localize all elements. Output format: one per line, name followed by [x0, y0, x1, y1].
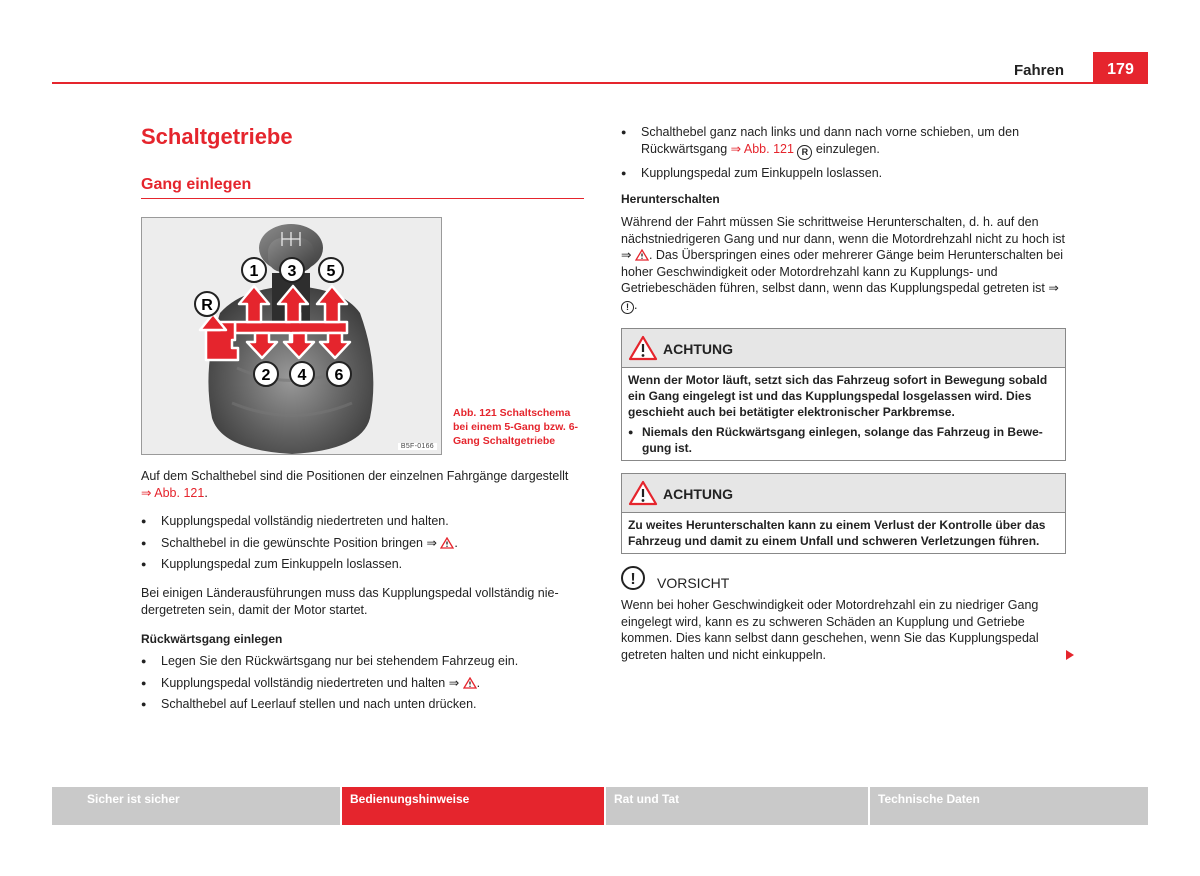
warning-triangle-icon: [635, 249, 649, 261]
warning-triangle-icon: [628, 335, 658, 361]
gear-knob-illustration: [142, 218, 441, 454]
warning-header: [622, 474, 1065, 513]
caution-title: VORSICHT: [657, 575, 730, 591]
gear-4-label: 4: [297, 367, 307, 384]
gear-r-label: R: [201, 297, 213, 314]
caution-icon: !: [621, 566, 645, 590]
list-item: ● Kupplungspedal zum Einkuppeln loslassen.: [141, 556, 581, 573]
warning-header: [622, 329, 1065, 368]
figure-ref-link[interactable]: ⇒ Abb. 121: [141, 485, 205, 500]
list-item: ● Kupplungspedal vollständig niedertreten und halten.: [141, 513, 581, 530]
warning-triangle-icon: [463, 677, 477, 689]
list-item: ● Schalthebel auf Leerlauf stellen und nach unten drücken.: [141, 696, 581, 713]
warning-triangle-icon: [628, 480, 658, 506]
warning-box-1: [621, 328, 1066, 461]
figure-caption: Abb. 121 Schaltschema bei einem 5-Gang bzw. 6-Gang Schaltgetriebe: [453, 407, 579, 447]
list-item: ● Kupplungspedal vollständig niedertreten und halten ⇒ .: [141, 675, 581, 692]
gear-6-label: 6: [334, 367, 344, 384]
continue-arrow-icon: [1066, 650, 1074, 660]
caution-paragraph: Wenn bei hoher Geschwindigkeit oder Motordrehzahl ein zu niedriger Gang eingelegt wird, kann es zu schweren Schäden an Kupplung und Getriebe kommen. Dies kann selbst dann geschehen, wenn Sie das Kupplungspedal getreten halten und nicht einkuppeln.: [621, 598, 1039, 662]
gear-1-label: 1: [249, 263, 259, 280]
section-subtitle: Gang einlegen: [141, 176, 252, 193]
header-rule: [52, 82, 1148, 84]
footer-tab-rat-und-tat[interactable]: Rat und Tat: [606, 787, 868, 825]
gear-2-label: 2: [261, 367, 271, 384]
footer-tab-technische-daten[interactable]: Technische Daten: [870, 787, 1148, 825]
caution-icon: !: [621, 301, 634, 314]
warning-triangle-icon: [440, 537, 454, 549]
warning-box-2: [621, 473, 1066, 554]
gear-5-label: 5: [326, 263, 336, 280]
gear-shift-figure: [141, 217, 442, 455]
page-title: Schaltgetriebe: [141, 124, 293, 149]
warning-title: ACHTUNG: [663, 341, 733, 357]
list-item: ● Legen Sie den Rückwärtsgang nur bei stehendem Fahrzeug ein.: [141, 653, 581, 670]
reverse-continue-list: [621, 124, 1066, 186]
downshift-paragraph: Während der Fahrt müssen Sie schrittweise Herunterschalten, d. h. auf den nächstniedrigeren Gang und nur dann, wenn die Motordrehzahl nicht zu hoch ist ⇒ . Das Überspringen eines oder mehrerer Gänge beim Herunterschalten bei hoher Geschwindigkeit oder Motordrehzahl kann zu Kupplungs- und Getriebeschäden führen, selbst dann, wenn das Kupplungspedal getreten ist ⇒ ! .: [621, 215, 1066, 312]
steps-list: [141, 513, 581, 578]
intro-paragraph: Auf dem Schalthebel sind die Positionen der einzelnen Fahrgänge dargestellt ⇒ Abb. 121.: [141, 469, 569, 500]
gear-3-label: 3: [287, 263, 297, 280]
footer-tab-bedienungshinweise[interactable]: Bedienungshinweise: [342, 787, 604, 825]
reverse-gear-heading: Rückwärtsgang einlegen: [141, 632, 283, 646]
downshift-heading: Herunterschalten: [621, 192, 720, 206]
reverse-gear-icon: R: [797, 145, 812, 160]
country-note-paragraph: Bei einigen Länderausführungen muss das Kupplungspedal vollständig niedergetreten sein, damit der Motor startet.: [141, 586, 559, 617]
list-item: ● Schalthebel ganz nach links und dann nach vorne schieben, um den Rückwärtsgang ⇒ Abb. 121 R einzulegen.: [621, 124, 1066, 160]
reverse-steps-list: [141, 653, 581, 718]
figure-ref-link[interactable]: ⇒ Abb. 121: [730, 141, 794, 156]
warning-body: Zu weites Herunterschalten kann zu einem Verlust der Kontrolle über das Fahrzeug und damit zu einem Unfall und schweren Verletzungen führen.: [628, 518, 1046, 548]
warning-body: Wenn der Motor läuft, setzt sich das Fahrzeug sofort in Bewegung sobald ein Gang eingelegt ist und das Kupplungspedal losgelassen wird. Dies geschieht auch bei betätigter elektronischer Parkbremse. ● Niemals den Rückwärtsgang einlegen, solange das Fahrzeug in Bewegung ist.: [628, 373, 1048, 455]
warning-title: ACHTUNG: [663, 486, 733, 502]
header-section-title: Fahren: [1013, 62, 1064, 79]
figure-code: B5F-0166: [398, 443, 437, 450]
page-number: 179: [1093, 52, 1148, 84]
list-item: ● Kupplungspedal zum Einkuppeln loslassen.: [621, 165, 1066, 182]
footer-tab-sicher[interactable]: Sicher ist sicher: [52, 787, 340, 825]
subtitle-rule: [141, 198, 584, 199]
list-item: ● Schalthebel in die gewünschte Position bringen ⇒ .: [141, 535, 581, 552]
